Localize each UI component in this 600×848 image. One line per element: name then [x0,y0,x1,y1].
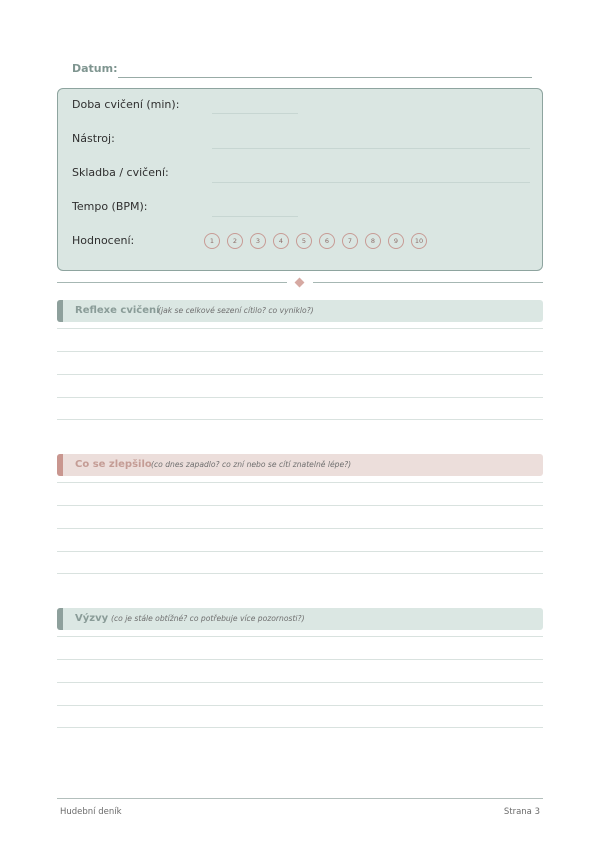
date-row [72,62,532,80]
instrument-label: Nástroj: [72,132,115,145]
improvements-writing-line[interactable] [57,551,543,552]
improvements-writing-line[interactable] [57,573,543,574]
reflection-writing-line[interactable] [57,351,543,352]
piece-label: Skladba / cvičení: [72,166,169,179]
improvements-writing-line[interactable] [57,505,543,506]
section-header-reflection [57,300,543,322]
challenges-writing-line[interactable] [57,682,543,683]
rating-option-3[interactable]: 3 [250,233,266,249]
footer-divider [57,798,543,799]
section-accent-bar [57,300,63,322]
section-accent-bar [57,454,63,476]
date-label: Datum: [72,62,118,75]
piece-input-line[interactable] [212,182,530,183]
challenges-writing-line[interactable] [57,636,543,637]
duration-label: Doba cvičení (min): [72,98,180,111]
rating-option-6[interactable]: 6 [319,233,335,249]
section-accent-bar [57,608,63,630]
rating-label: Hodnocení: [72,234,135,247]
section-hint-improvements: (co dnes zapadlo? co zní nebo se cítí znatelně lépe?) [151,460,352,469]
rating-option-5[interactable]: 5 [296,233,312,249]
duration-input-line[interactable] [212,113,298,114]
session-info-box [57,88,543,271]
challenges-writing-line[interactable] [57,705,543,706]
section-header-challenges [57,608,543,630]
reflection-writing-line[interactable] [57,328,543,329]
tempo-label: Tempo (BPM): [72,200,148,213]
rating-option-10[interactable]: 10 [411,233,427,249]
diamond-ornament-icon [295,278,305,288]
date-input-line[interactable] [118,77,532,78]
section-hint-challenges: (co je stále obtížné? co potřebuje více pozornosti?) [111,614,305,623]
reflection-writing-line[interactable] [57,397,543,398]
rating-option-8[interactable]: 8 [365,233,381,249]
section-header-improvements [57,454,543,476]
instrument-input-line[interactable] [212,148,530,149]
section-title-improvements: Co se zlepšilo [75,459,152,470]
reflection-writing-line[interactable] [57,419,543,420]
improvements-writing-line[interactable] [57,528,543,529]
challenges-writing-line[interactable] [57,659,543,660]
section-hint-reflection: (jak se celkové sezení cítilo? co vyniklo?) [158,306,314,315]
rating-option-1[interactable]: 1 [204,233,220,249]
challenges-writing-line[interactable] [57,727,543,728]
section-title-challenges: Výzvy [75,613,109,624]
divider-line-left [57,282,287,283]
rating-option-2[interactable]: 2 [227,233,243,249]
footer-page-number: Strana 3 [503,807,540,817]
footer-journal-title: Hudební deník [60,807,122,817]
divider-line-right [313,282,543,283]
rating-option-7[interactable]: 7 [342,233,358,249]
rating-option-9[interactable]: 9 [388,233,404,249]
tempo-input-line[interactable] [212,216,298,217]
section-title-reflection: Reflexe cvičení [75,305,160,316]
reflection-writing-line[interactable] [57,374,543,375]
rating-option-4[interactable]: 4 [273,233,289,249]
improvements-writing-line[interactable] [57,482,543,483]
